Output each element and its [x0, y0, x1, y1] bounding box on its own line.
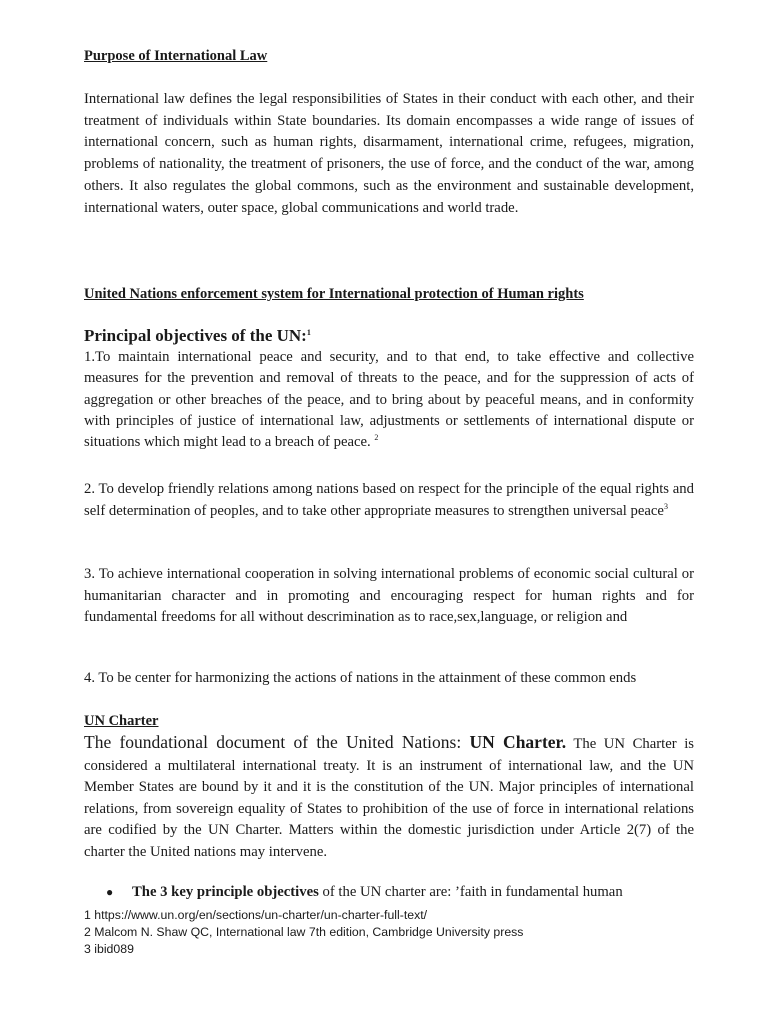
- bullet-text: of the UN charter are: ’faith in fundamental human: [318, 884, 623, 900]
- objective-1-text: 1.To maintain international peace and security, and to that end, to take effective and collective measures for the prevention and removal of threats to the peace, and for the suppression of acts of aggregation or other breaches of the peace, and to bring about by peaceful means, and in conformity with principles of justice of international law, adjustments or settlements of international dispute or situations which might lead to a breach of peace.: [84, 349, 694, 451]
- bullet-bold-text: The 3 key principle objectives: [132, 884, 319, 900]
- un-charter-lead-bold: UN Charter.: [469, 732, 567, 752]
- footnote-ref-1: 1: [306, 328, 311, 337]
- objective-2: [84, 479, 694, 522]
- un-charter-lead: The foundational document of the United Nations:: [84, 732, 470, 752]
- footnote-ref-3: 3: [663, 501, 668, 511]
- un-charter-text: The UN Charter is considered a multilateral international treaty. It is an instrument of international law, and the UN Member States are bound by it and it is the constitution of the UN. Major principles of international relations, from sovereign equality of States to prohibition of the use of force in international relations are codified by the UN Charter. Matters within the domestic jurisdiction under Article 2(7) of the charter the United nations may intervene.: [84, 736, 694, 860]
- footnote-2: 2 Malcom N. Shaw QC, International law 7th edition, Cambridge University press: [84, 925, 524, 939]
- subheading-principal-objectives: [84, 325, 311, 347]
- footnote-1: 1 https://www.un.org/en/sections/un-charter/un-charter-full-text/: [84, 908, 428, 922]
- subheading-text: Principal objectives of the UN:: [84, 326, 307, 345]
- heading-un-enforcement-system: United Nations enforcement system for International protection of Human rights: [84, 286, 584, 302]
- paragraph-un-charter: [84, 732, 694, 864]
- bullet-marker: ●: [106, 885, 114, 899]
- objective-4: 4. To be center for harmonizing the actions of nations in the attainment of these common ends: [84, 670, 637, 686]
- objective-2-text: 2. To develop friendly relations among nations based on respect for the principle of the equal rights and self determination of peoples, and to take other appropriate measures to strengthen universal peace: [84, 481, 694, 519]
- objective-1: [84, 347, 694, 453]
- objective-3: 3. To achieve international cooperation in solving international problems of economic social cultural or humanitarian character and in promoting and encouraging respect for human rights and for fundamental freedoms for all without descrimination as to race,sex,language, or religion and: [84, 566, 694, 626]
- footnotes: [84, 907, 523, 958]
- heading-un-charter: UN Charter: [84, 713, 159, 729]
- bullet-key-objectives: [106, 882, 694, 903]
- heading-purpose-of-international-law: Purpose of International Law: [84, 48, 268, 64]
- footnote-3: 3 ibid089: [84, 942, 134, 956]
- footnote-ref-2: 2: [374, 433, 379, 443]
- paragraph-purpose: International law defines the legal responsibilities of States in their conduct with each other, and their treatment of individuals within State boundaries. Its domain encompasses a wide range of issues of international concern, such as human rights, disarmament, international crime, refugees, migration, problems of nationality, the treatment of prisoners, the use of force, and the conduct of the war, among others. It also regulates the global commons, such as the environment and sustainable development, international waters, outer space, global communications and world trade.: [84, 91, 694, 216]
